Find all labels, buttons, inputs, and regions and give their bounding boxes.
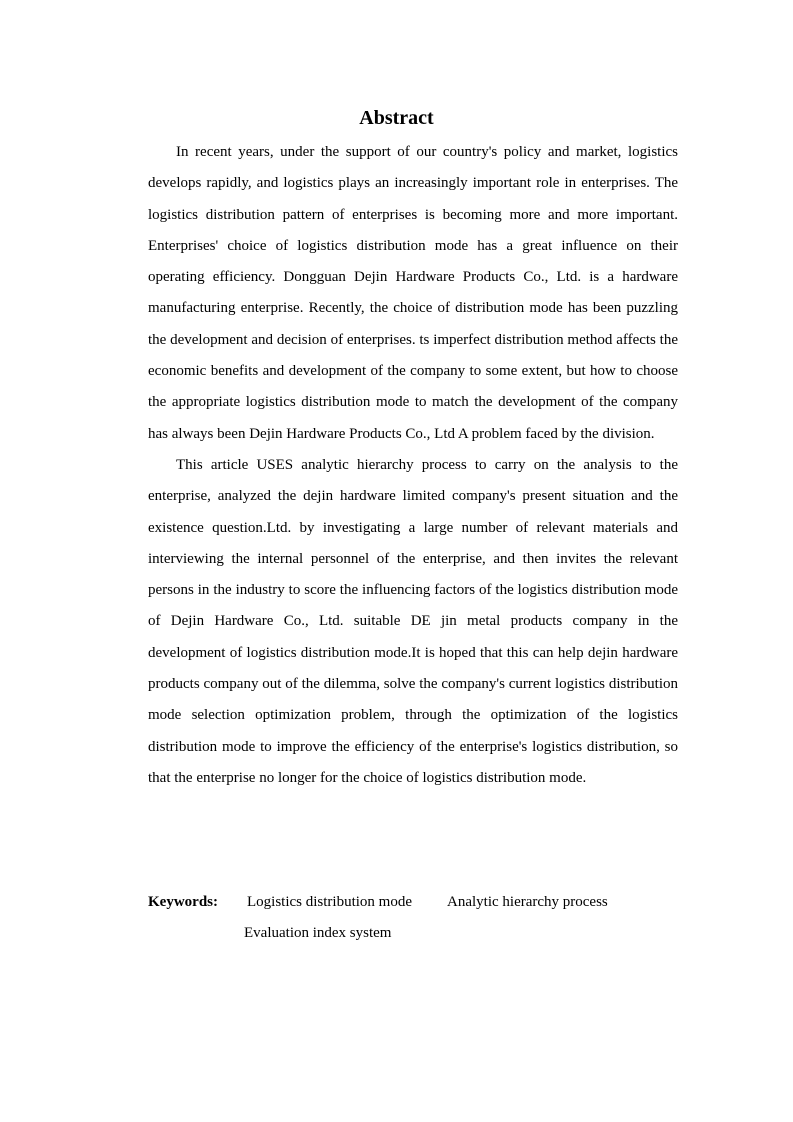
abstract-line: distribution method affects the economic benefits and development of the — [148, 331, 679, 380]
abstract-paragraph-2 — [148, 450, 678, 794]
abstract-line: and interviewing the internal personnel of the enterprise, and then invites the — [148, 519, 678, 567]
abstract-line: company to some extent, but how to choose the appropriate logistics distribution — [148, 363, 678, 411]
keyword-item: Logistics distribution mode — [247, 894, 412, 910]
keyword-item: Evaluation index system — [244, 925, 392, 941]
abstract-line: company in the development of logistics distribution mode.It is hoped that this — [148, 613, 679, 661]
abstract-line: relevant persons in the industry to score the influencing factors of the logistics — [148, 550, 679, 599]
abstract-line: mode has been puzzling the development and decision of enterprises. ts imperfect — [148, 300, 678, 348]
abstract-title: Abstract — [359, 107, 434, 129]
abstract-line: Ltd. is a hardware manufacturing enterprise. Recently, the choice of distribution — [148, 269, 678, 317]
abstract-line: company's current logistics distribution mode selection optimization problem, — [148, 676, 679, 724]
abstract-line: This article USES analytic hierarchy process to carry on the analysis to the — [176, 456, 678, 473]
abstract-line: efficiency of the enterprise's logistics distribution, so that the enterprise no longer — [148, 738, 678, 786]
abstract-line: can help dejin hardware products company out of the dilemma, solve the — [148, 644, 678, 693]
keywords-label: Keywords: — [148, 894, 218, 910]
abstract-line: Products Co., Ltd A problem faced by the division. — [349, 425, 655, 442]
abstract-line: mode to match the development of the company has always been Dejin Hardware — [148, 394, 679, 442]
abstract-line: enterprise, analyzed the dejin hardware limited company's present situation and — [148, 488, 653, 505]
abstract-line: distribution mode of Dejin Hardware Co., Ltd. suitable DE jin metal products — [148, 582, 679, 630]
keyword-item: Analytic hierarchy process — [447, 894, 608, 910]
abstract-line: through the optimization of the logistics distribution mode to improve the — [148, 707, 679, 755]
abstract-line: the existence question.Ltd. by investigating a large number of relevant materials — [148, 488, 678, 536]
abstract-line: for the choice of logistics distribution mode. — [320, 769, 587, 786]
abstract-line: logistics develops rapidly, and logistics plays an increasingly important role in — [148, 144, 679, 192]
abstract-line: enterprises. The logistics distribution pattern of enterprises is becoming more and — [148, 175, 679, 223]
abstract-line: more important. Enterprises' choice of logistics distribution mode has a great — [148, 206, 679, 254]
abstract-body — [148, 137, 678, 794]
abstract-line: In recent years, under the support of our country's policy and market, — [176, 144, 622, 160]
abstract-line: influence on their operating efficiency. Dongguan Dejin Hardware Products Co., — [148, 237, 678, 286]
abstract-paragraph-1 — [148, 137, 678, 450]
